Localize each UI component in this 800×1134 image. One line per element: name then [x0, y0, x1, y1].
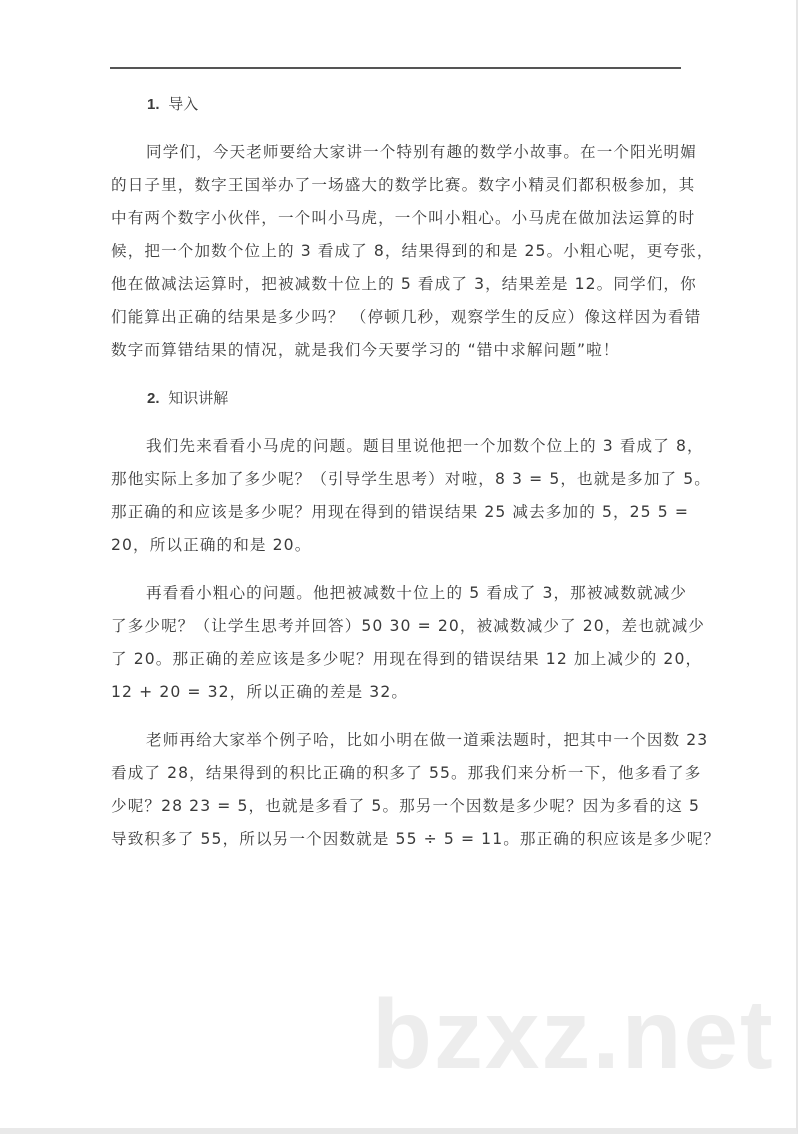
watermark: bzxz.net: [372, 979, 775, 1089]
paragraph-subtraction-error: [111, 577, 705, 709]
section-heading-explanation: [111, 382, 683, 415]
text-line: 再看看小粗心的问题。他把被减数十位上的 5 看成了 3，那被减数就减少: [146, 584, 688, 602]
text-line: 的日子里，数字王国举办了一场盛大的数学比赛。数字小精灵们都积极参加，其: [111, 176, 696, 194]
text-line: 了 20。那正确的差应该是多少呢？用现在得到的错误结果 12 加上减少的 20，: [111, 650, 703, 668]
paragraph-multiplication-example: [111, 724, 721, 856]
paragraph-addition-error: [111, 430, 711, 562]
text-line: 数字而算错结果的情况，就是我们今天要学习的 “错中求解问题”啦！: [111, 341, 620, 359]
text-line: 那正确的和应该是多少呢？用现在得到的错误结果 25 减去多加的 5，25 5 =: [111, 503, 690, 521]
document-body: [111, 88, 721, 871]
text-line: 老师再给大家举个例子哈，比如小明在做一道乘法题时，把其中一个因数 23: [146, 731, 709, 749]
section-number: 2.: [147, 390, 160, 407]
text-line: 12 + 20 = 32，所以正确的差是 32。: [111, 683, 409, 701]
text-line: 导致积多了 55，所以另一个因数就是 55 ÷ 5 = 11。那正确的积应该是多少呢？: [111, 830, 721, 848]
section-title: 导入: [168, 95, 199, 113]
text-line: 了多少呢？（让学生思考并回答）50 30 = 20，被减数减少了 20，差也就减少: [111, 617, 705, 635]
text-line: 看成了 28，结果得到的积比正确的积多了 55。那我们来分析一下，他多看了多: [111, 764, 702, 782]
section-title: 知识讲解: [168, 389, 229, 407]
text-line: 那他实际上多加了多少呢？（引导学生思考）对啦，8 3 = 5，也就是多加了 5。: [111, 470, 711, 488]
text-line: 少呢？28 23 = 5，也就是多看了 5。那另一个因数是多少呢？因为多看的这 5: [111, 797, 701, 815]
text-line: 20，所以正确的和是 20。: [111, 536, 312, 554]
text-line: 他在做减法运算时，把被减数十位上的 5 看成了 3，结果差是 12。同学们，你: [111, 275, 697, 293]
header-rule: [110, 67, 681, 69]
section-heading-intro: [111, 88, 683, 121]
text-line: 候，把一个加数个位上的 3 看成了 8，结果得到的和是 25。小粗心呢，更夸张，: [111, 242, 714, 260]
text-line: 同学们，今天老师要给大家讲一个特别有趣的数学小故事。在一个阳光明媚: [146, 143, 697, 161]
text-line: 中有两个数字小伙伴，一个叫小马虎，一个叫小粗心。小马虎在做加法运算的时: [111, 209, 696, 227]
section-number: 1.: [147, 96, 160, 113]
text-line: 我们先来看看小马虎的问题。题目里说他把一个加数个位上的 3 看成了 8，: [146, 437, 704, 455]
paragraph-intro-story: [111, 136, 714, 367]
text-line: 们能算出正确的结果是多少吗？ （停顿几秒，观察学生的反应）像这样因为看错: [111, 308, 702, 326]
